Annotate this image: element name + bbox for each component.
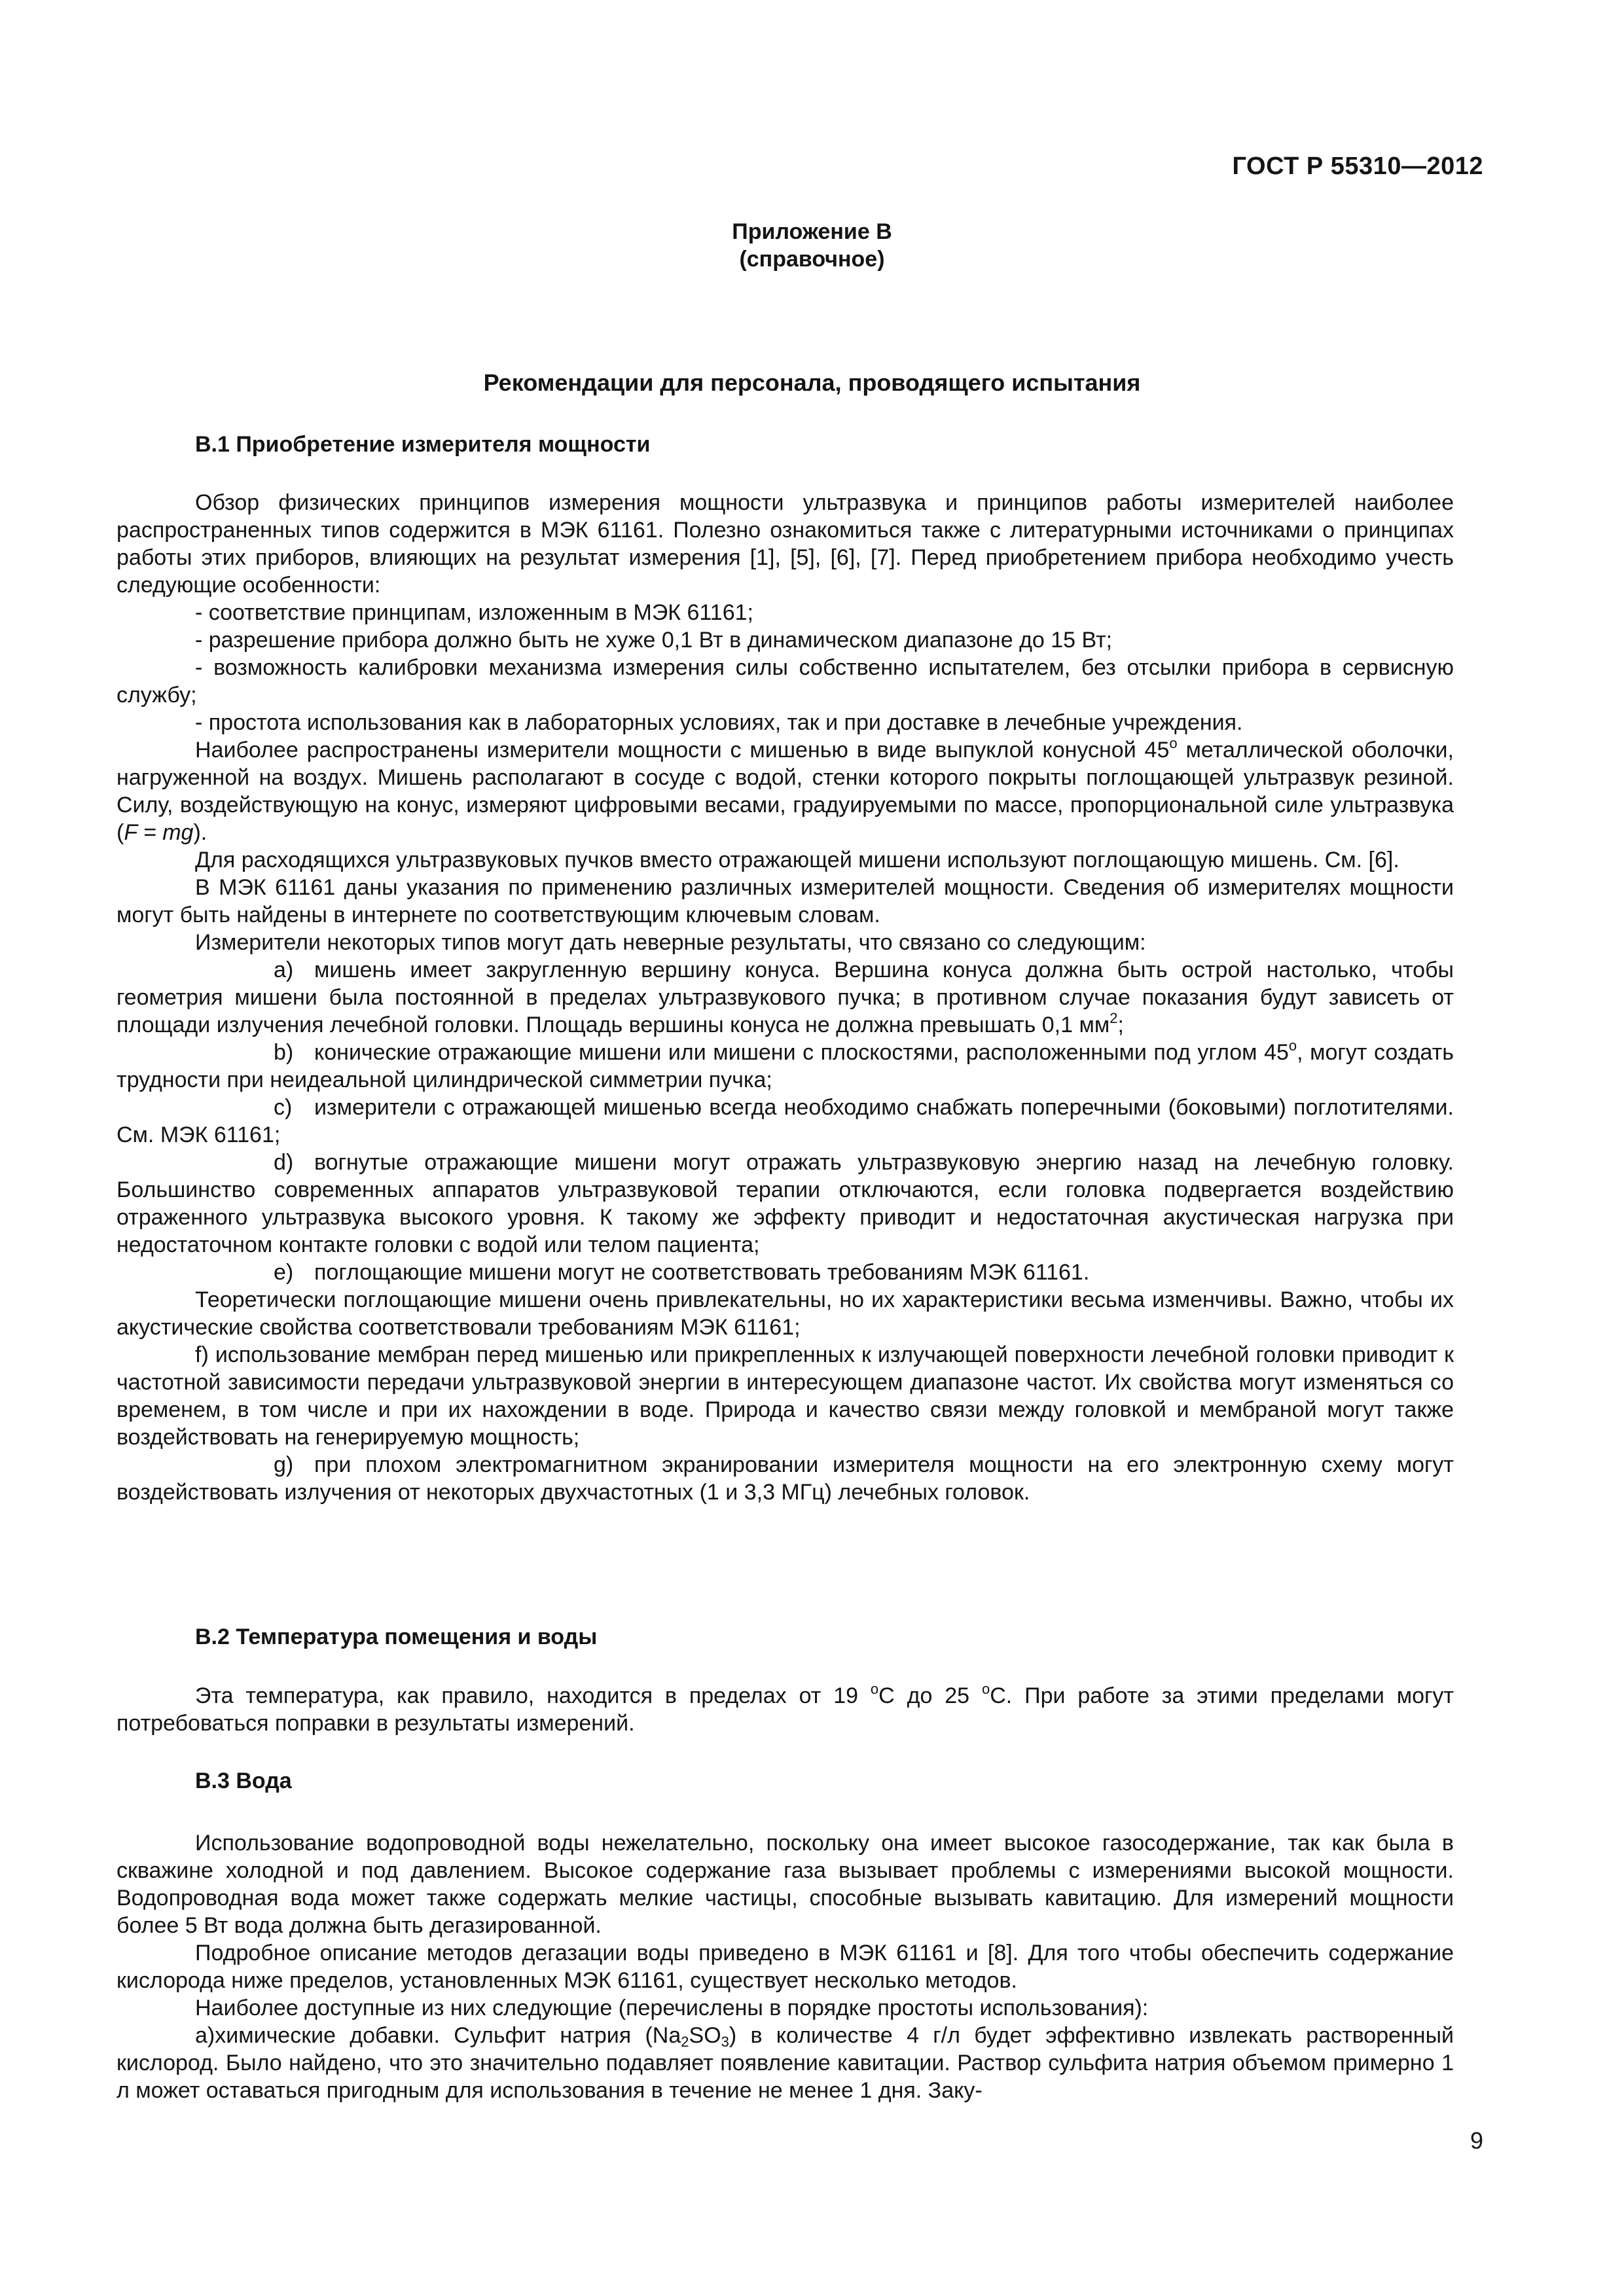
paragraph-iec: В МЭК 61161 даны указания по применению различных измерителей мощности. Сведения об измерителях мощности могут быть найдены в интернете по соответствующим ключевым словам. [117,875,1454,927]
sub-item-b: b) конические отражающие мишени или мишени с плоскостями, расположенными под углом $45^о$, могут создать трудности при неидеальной цилиндрической симметрии пучка; [117,1037,1454,1092]
paragraph-accessible-methods: Наиболее доступные из них следующие (перечислены в порядке простоты использования): [195,1996,1149,2020]
paragraph-temperature: Эта температура, как правило, находится в пределах от 19 $^о$С до 25 $^о$С. При работе за этими пределами могут потребоваться поправки в результаты измерений. [117,1681,1454,1736]
degree-sign: о [1169,735,1178,751]
list-item: - разрешение прибора должно быть не хуже 0,1 Вт в динамическом диапазоне до 15 Вт; [195,628,1113,653]
paragraph-tap-water: Использование водопроводной воды нежелательно, поскольку она имеет высокое газосодержание, так как была в скважине холодной и под давлением. Высокое содержание газа вызывает проблемы с измерениями высокой мощности. Водопроводная вода может также содержать мелкие частицы, способные вызывать кавитацию. Для измерений мощности более 5 Вт вода должна быть дегазированной. [117,1831,1454,1938]
section-b3-heading: В.3 Вода [195,1768,292,1793]
sub-item-e: e) поглощающие мишени могут не соответствовать требованиям МЭК 61161. [274,1260,1090,1285]
paragraph-degassing-methods: Подробное описание методов дегазации воды приведено в МЭК 61161 и [8]. Для того чтобы обеспечить содержание кислорода ниже пределов, установленных МЭК 61161, существует несколько методов. [117,1941,1454,1993]
section-b2-body [117,1682,1454,1737]
list-item: - соответствие принципам, изложенным в МЭК 61161; [195,600,753,625]
main-title: Рекомендации для персонала, проводящего испытания [483,369,1141,396]
paragraph-intro: Обзор физических принципов измерения мощности ультразвука и принципов работы измерителей наиболее распространенных типов содержится в МЭК 61161. Полезно ознакомиться также с литературными источниками о принципах работы этих приборов, влияющих на результат измерения [1], [5], [6], [7]. Перед приобретением прибора необходимо учесть следующие особенности: [117,490,1454,598]
section-b1-heading: В.1 Приобретение измерителя мощности [195,432,651,457]
annex-heading [0,218,1624,273]
degree-sign: о [1288,1037,1297,1054]
sub-item-g: g) при плохом электромагнитном экранировании измерителя мощности на его электронную схему могут воздействовать излучения от некоторых двухчастотных (1 и 3,3 МГц) лечебных головок. [117,1452,1454,1505]
section-b2-heading: В.2 Температура помещения и воды [195,1624,598,1649]
annex-note: (справочное) [739,247,885,272]
sub-item-c: c) измерители с отражающей мишенью всегда необходимо снабжать поперечными (боковыми) поглотителями. См. МЭК 61161; [117,1095,1454,1147]
sub-item-f: f) использование мембран перед мишенью или прикрепленных к излучающей поверхности лечебной головки приводит к частотной зависимости передачи ультразвуковой энергии в интересующем диапазоне частот. Их свойства могут изменяться со временем, в том числе и при их нахождении в воде. Природа и качество связи между головкой и мембраной могут также воздействовать на генерируемую мощность; [117,1342,1454,1450]
list-item: - возможность калибровки механизма измерения силы собственно испытателем, без отсылки прибора в сервисную службу; [117,655,1454,708]
paragraph-diverging: Для расходящихся ультразвуковых пучков вместо отражающей мишени используют поглощающую мишень. См. [6]. [195,848,1399,872]
sub-item-a: а) мишень имеет закругленную вершину конуса. Вершина конуса должна быть острой настолько, чтобы геометрия мишени была постоянной в пределах ультразвукового пучка; в противном случае показания будут зависеть от площади излучения лечебной головки. Площадь вершины конуса не должна превышать 0,1 $мм^2$; [117,958,1454,1037]
sub-item-d: d) вогнутые отражающие мишени могут отражать ультразвуковую энергию назад на лечебную головку. Большинство современных аппаратов ультразвуковой терапии отключаются, если головка подвергается воздействию отраженного ультразвука высокого уровня. К такому же эффекту приводит и недостаточная акустическая нагрузка при недостаточном контакте головки с водой или телом пациента; [117,1150,1454,1257]
list-item: - простота использования как в лабораторных условиях, так и при доставке в лечебные учреждения. [195,710,1243,735]
document-code: ГОСТ Р 55310—2012 [1232,152,1483,180]
section-b1-body [117,489,1454,1506]
page-number: 9 [1470,2127,1483,2154]
paragraph-wrong-results: Измерители некоторых типов могут дать неверные результаты, что связано со следующим: [195,930,1146,955]
sub-item-chemical: а)химические добавки. Сульфит натрия $(Na_2SO_3)$ в количестве 4 г/л будет эффективно извлекать растворенный кислород. Было найдено, что это значительно подавляет появление кавитации. Раствор сульфита натрия объемом примерно 1 л может оставаться пригодным для использования в течение не менее 1 дня. Заку- [117,2023,1454,2103]
paragraph-cone-target: Наиболее распространены измерители мощности с мишенью в виде выпуклой конусной $45^о$ металлической оболочки, нагруженной на воздух. Мишень располагают в сосуде с водой, стенки которого покрыты поглощающей ультразвук резиной. Силу, воздействующую на конус, измеряют цифровыми весами, градуируемыми по массе, пропорциональной силе ультразвука (F = mg). [117,735,1454,845]
formula: F = mg [124,820,194,845]
section-b3-body [117,1829,1454,2104]
degree-sign: о [870,1681,879,1697]
paragraph-theory: Теоретически поглощающие мишени очень привлекательны, но их характеристики весьма изменчивы. Важно, чтобы их акустические свойства соответствовали требованиям МЭК 61161; [117,1287,1454,1340]
annex-title: Приложение В [732,219,892,244]
degree-sign: о [981,1681,990,1697]
